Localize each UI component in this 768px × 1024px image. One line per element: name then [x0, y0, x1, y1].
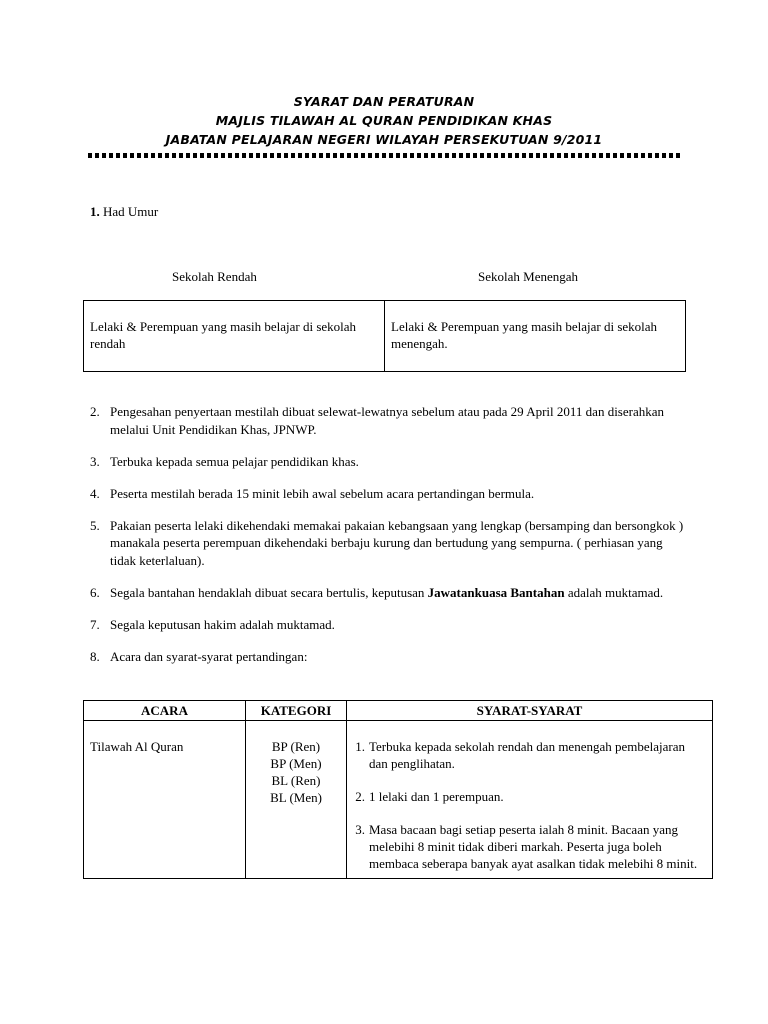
item-text: Pengesahan penyertaan mestilah dibuat selewat-lewatnya sebelum atau pada 29 April 2011 dan diserahkan melalui Unit Pendidikan Khas, JPNWP. [110, 404, 664, 437]
item-text-part: adalah muktamad. [564, 584, 664, 600]
requirement-text: Terbuka kepada sekolah rendah dan menengah pembelajaran dan penglihatan. [369, 739, 685, 771]
kategori-item: BL (Ren) [271, 773, 321, 788]
acara-cell: Tilawah Al Quran [84, 721, 246, 879]
requirement-item [347, 788, 706, 805]
list-item [90, 453, 690, 471]
requirement-number: 2. [355, 789, 365, 804]
requirement-text: Masa bacaan bagi setiap peserta ialah 8 minit. Bacaan yang melebihi 8 minit tidak diberi markah. Peserta juga boleh membaca seberapa banyak ayat asalkan tidak melebihi 8 minit. [369, 822, 698, 871]
requirement-number: 3. [355, 822, 365, 837]
primary-school-cell: Lelaki & Perempuan yang masih belajar di sekolah rendah [84, 301, 385, 372]
table-row [84, 301, 686, 372]
header-syarat: SYARAT-SYARAT [347, 701, 713, 721]
section-1-title: Had Umur [103, 204, 159, 219]
section-1-heading [90, 204, 158, 220]
committee-name: Jawatankuasa Bantahan [427, 584, 565, 600]
requirement-item [347, 821, 706, 872]
header-acara: ACARA [84, 701, 246, 721]
header-kategori: KATEGORI [246, 701, 347, 721]
requirement-item [347, 738, 706, 772]
kategori-item: BP (Men) [270, 756, 322, 771]
header-event: MAJLIS TILAWAH AL QURAN PENDIDIKAN KHAS [215, 113, 553, 128]
dotted-divider [88, 153, 680, 158]
item-text: Segala keputusan hakim adalah muktamad. [110, 616, 335, 632]
list-item [90, 517, 690, 570]
item-text: Pakaian peserta lelaki dikehendaki memakai pakaian kebangsaan yang lengkap (bersamping dan bersongkok ) manakala peserta perempuan dikehendaki berbaju kurung dan bertudung yang sempurna. ( perhiasan yang tidak keterlaluan). [110, 517, 684, 568]
requirement-text: 1 lelaki dan 1 perempuan. [369, 789, 504, 804]
secondary-school-heading: Sekolah Menengah [478, 269, 579, 284]
secondary-school-cell: Lelaki & Perempuan yang masih belajar di sekolah menengah. [385, 301, 686, 372]
item-text-part: Segala bantahan hendaklah dibuat secara bertulis, keputusan [110, 584, 428, 600]
item-text: Terbuka kepada semua pelajar pendidikan khas. [110, 453, 359, 469]
item-number: 3. [90, 453, 100, 469]
requirement-number: 1. [355, 739, 365, 754]
primary-school-heading: Sekolah Rendah [172, 269, 257, 284]
age-limit-table [83, 300, 686, 372]
item-text [110, 584, 690, 602]
rules-list [90, 403, 690, 680]
item-number: 6. [90, 584, 100, 600]
kategori-cell [246, 721, 347, 879]
kategori-item: BP (Ren) [271, 739, 321, 754]
header-title: SYARAT DAN PERATURAN [293, 94, 475, 109]
list-item [90, 584, 690, 602]
item-text: Peserta mestilah berada 15 minit lebih awal sebelum acara pertandingan bermula. [110, 485, 535, 501]
list-item [90, 616, 690, 634]
item-number: 8. [90, 648, 100, 664]
kategori-item: BL (Men) [270, 790, 322, 805]
header-department: JABATAN PELAJARAN NEGERI WILAYAH PERSEKUTUAN 9/2011 [165, 132, 603, 147]
list-item [90, 403, 690, 438]
item-number: 2. [90, 404, 100, 419]
document-header [0, 92, 768, 149]
item-text: Acara dan syarat-syarat pertandingan: [110, 648, 308, 664]
syarat-cell [347, 721, 713, 879]
item-number: 5. [90, 517, 100, 533]
section-1-number: 1. [90, 204, 100, 219]
table-row [84, 721, 713, 879]
item-number: 7. [90, 616, 100, 632]
list-item [90, 485, 690, 503]
item-number: 4. [90, 485, 100, 501]
event-table [83, 700, 713, 879]
list-item [90, 648, 690, 666]
table-header-row [84, 701, 713, 721]
